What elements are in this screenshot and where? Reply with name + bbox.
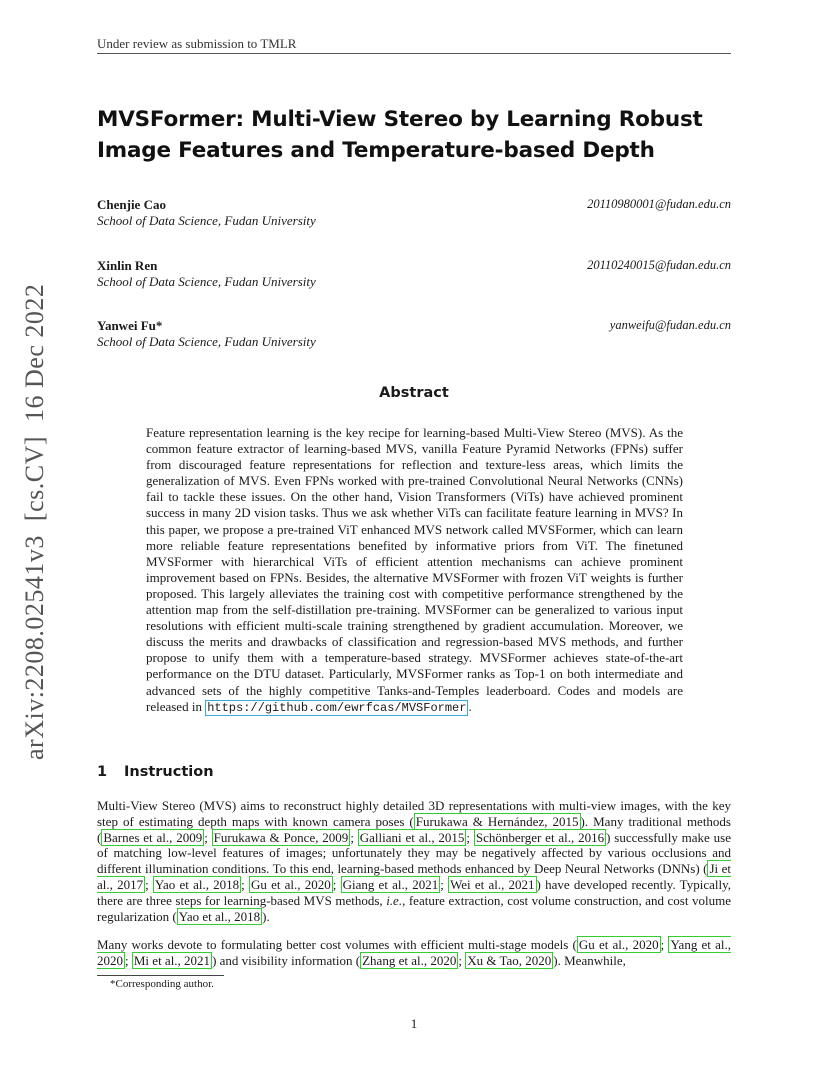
running-header: Under review as submission to TMLR [97, 36, 297, 51]
citation-link[interactable]: Yao et al., 2018 [178, 908, 261, 924]
text: Many works devote to formulating better cost volumes with efficient multi-stage models ( [97, 937, 577, 952]
intro-paragraph-2 [97, 937, 731, 969]
text: ; [466, 829, 474, 845]
author-email[interactable]: 20110240015@fudan.edu.cn [587, 258, 731, 272]
text: ). Meanwhile, [553, 952, 626, 968]
text: ; [458, 952, 466, 968]
abstract-text: Feature representation learning is the key recipe for learning-based Multi-View Stereo (MVS). As the common feature extractor of learning-based MVS, vanilla Feature Pyramid Networks (FPNs) suffer from discouraged feature representations for reflection and texture-less areas, which limits the generalization of MVS. Even FPNs worked with pre-trained Convolutional Neural Networks (CNNs) fail to tackle these issues. On the other hand, Vision Transformers (ViTs) have achieved prominent success in many 2D vision tasks. Thus we ask whether ViTs can facilitate feature learning in MVS? In this paper, we propose a pre-trained ViT enhanced MVS network called MVSFormer, which can learn more reliable feature representations benefited by informative priors from ViT. The finetuned MVSFormer with hierarchical ViTs of efficient attention mechanisms can achieve prominent improvement based on FPNs. Besides, the alternative MVSFormer with frozen ViT weights is further proposed. This largely alleviates the training cost with competitive performance strengthened by the attention map from the self-distillation pre-training. MVSFormer can be generalized to various input resolutions with efficient multi-scale training strengthened by gradient accumulation. Moreover, we discuss the merits and drawbacks of classification and regression-based MVS methods, and further propose to unify them with a temperature-based strategy. MVSFormer achieves state-of-the-art performance on the DTU dataset. Particularly, MVSFormer ranks as Top-1 on both intermediate and advanced sets of the highly competitive Tanks-and-Temples leaderboard. Codes and models are released in [146, 425, 683, 714]
section-heading [97, 764, 214, 780]
citation-link[interactable]: Gu et al., 2020 [578, 937, 659, 952]
citation-link[interactable]: Wei et al., 2021 [450, 876, 535, 892]
code-link[interactable]: https://github.com/ewrfcas/MVSFormer [207, 700, 467, 715]
citation-link[interactable]: Galliani et al., 2015 [359, 829, 465, 845]
author-affiliation: School of Data Science, Fudan University [97, 334, 316, 349]
abstract-end: . [468, 698, 472, 714]
text: ; [440, 876, 449, 892]
intro-paragraph-1 [97, 798, 731, 924]
citation-link[interactable]: Giang et al., 2021 [342, 876, 439, 892]
text: ). Many traditional methods ( [97, 813, 731, 845]
page-number: 1 [410, 1016, 418, 1031]
citation-link[interactable]: Schönberger et al., 2016 [475, 829, 605, 845]
text: ) have developed recently. Typically, there are three steps for learning-based MVS methods, [97, 876, 731, 908]
citation-link[interactable]: Mi et al., 2021 [133, 952, 211, 968]
header-rule [97, 53, 731, 54]
text: ; [125, 952, 132, 968]
citation-link[interactable]: Ji et al., 2017 [97, 861, 731, 892]
author-affiliation: School of Data Science, Fudan University [97, 213, 316, 228]
text: ) successfully make use of matching low-level features of images; unfortunately they may be negatively affected by various occlusions and different illumination conditions. To this end, learning-based methods enhanced by Deep Neural Networks (DNNs) ( [97, 829, 731, 877]
author-email[interactable]: 20110980001@fudan.edu.cn [587, 197, 731, 211]
citation-link[interactable]: Gu et al., 2020 [250, 876, 331, 892]
text: ; [241, 876, 249, 892]
author-email[interactable]: yanweifu@fudan.edu.cn [609, 318, 731, 332]
section-number: 1 [97, 764, 108, 780]
author-block [97, 258, 731, 290]
footnote-rule [97, 975, 224, 976]
text: ; [332, 876, 341, 892]
author-block [97, 318, 731, 350]
section-title: Instruction [124, 764, 214, 780]
citation-link[interactable]: Yao et al., 2018 [154, 876, 240, 892]
author-name: Yanwei Fu* [97, 318, 163, 333]
arxiv-identifier: arXiv:2208.02541v3 [cs.CV] 16 Dec 2022 [20, 283, 49, 760]
footnote: *Corresponding author. [110, 978, 214, 990]
text: ; [145, 876, 153, 892]
citation-link[interactable]: Zhang et al., 2020 [362, 952, 457, 968]
text: Multi-View Stereo (MVS) aims to reconstruct highly detailed 3D representations with multi-view images, with the key step of estimating depth maps with known camera poses ( [97, 798, 731, 829]
emphasis-text: i.e. [386, 892, 403, 908]
citation-link[interactable]: Xu & Tao, 2020 [467, 952, 552, 968]
text: ) and visibility information ( [212, 952, 361, 968]
text: ). [262, 908, 270, 924]
text: ; [204, 829, 212, 845]
author-name: Xinlin Ren [97, 258, 158, 273]
author-name: Chenjie Cao [97, 197, 166, 212]
paper-title: MVSFormer: Multi-View Stereo by Learning Robust Image Features and Temperature-based Depth [97, 107, 703, 163]
text: ; [350, 829, 358, 845]
author-affiliation: School of Data Science, Fudan University [97, 274, 316, 289]
abstract-body [146, 425, 683, 716]
citation-link[interactable]: Furukawa & Ponce, 2009 [213, 829, 349, 845]
abstract-heading: Abstract [379, 385, 449, 401]
citation-link[interactable]: Furukawa & Hernández, 2015 [415, 813, 579, 829]
text: ; [660, 937, 669, 952]
citation-link[interactable]: Yang et al., 2020 [97, 937, 732, 968]
citation-link[interactable]: Barnes et al., 2009 [103, 829, 203, 845]
text: , feature extraction, cost volume construction, and cost volume regularization ( [97, 892, 731, 924]
author-block [97, 197, 731, 229]
